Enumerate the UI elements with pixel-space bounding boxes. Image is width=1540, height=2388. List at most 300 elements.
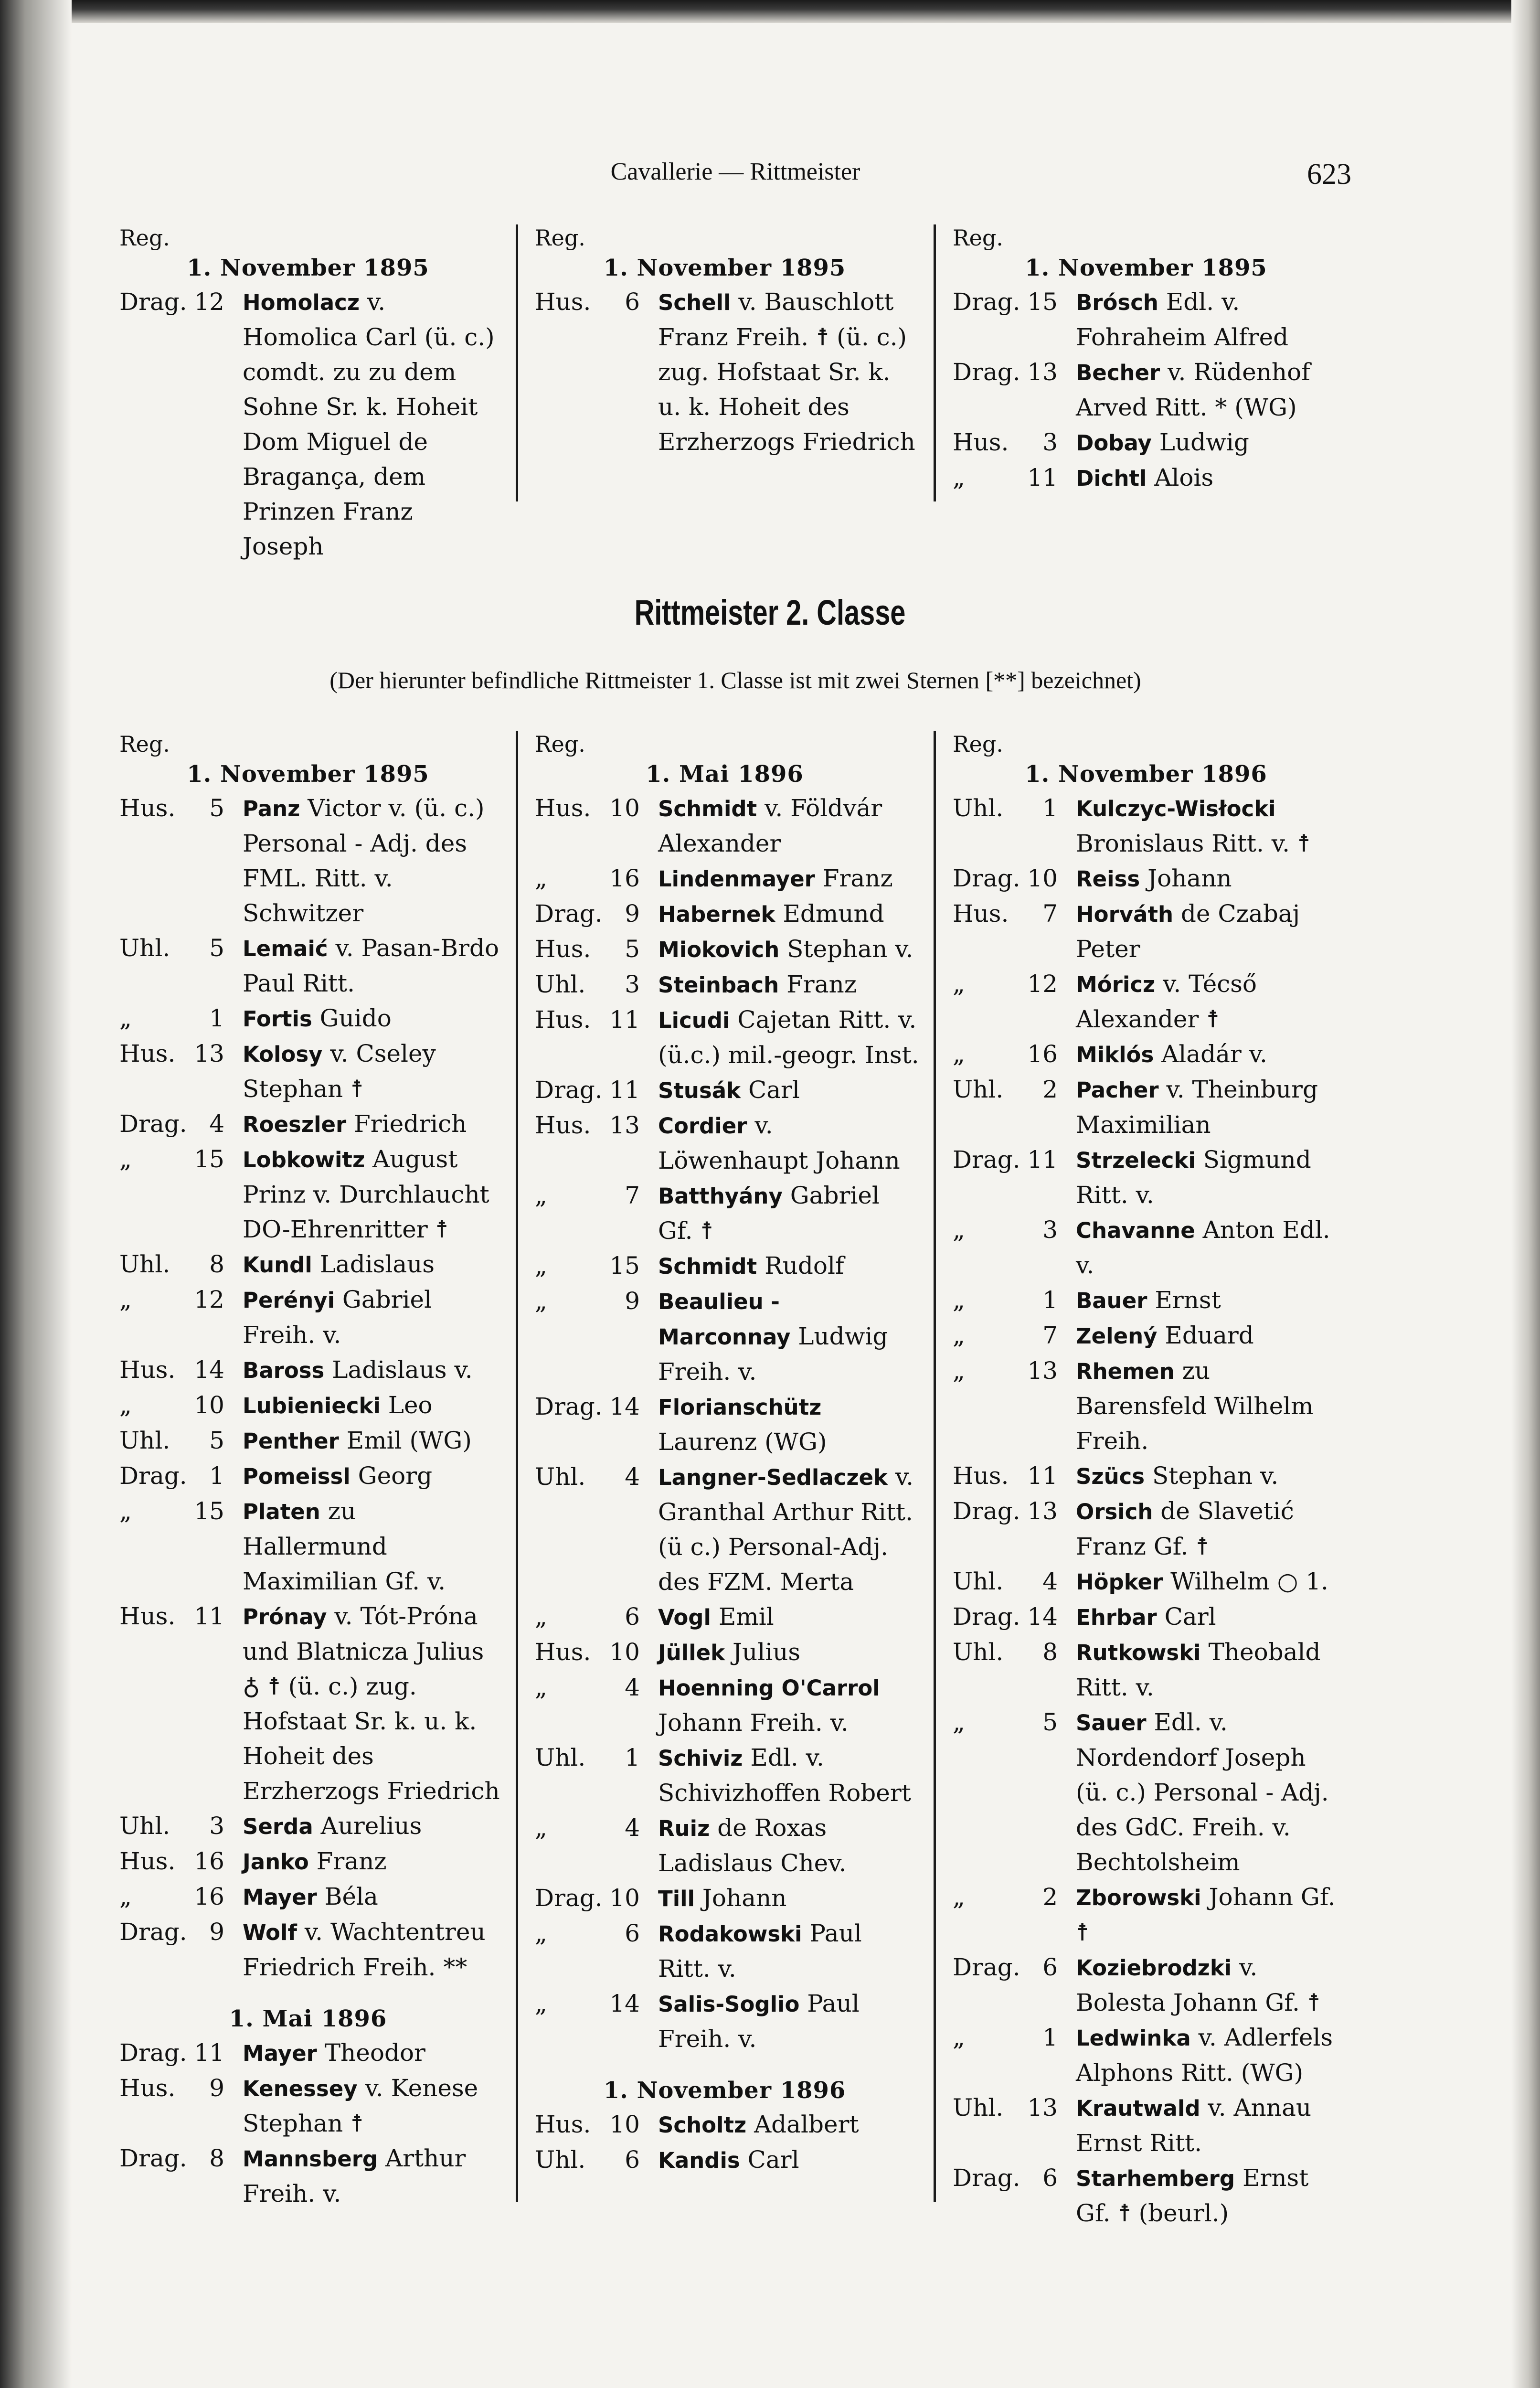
officer-details: Franz [815,864,893,892]
officer-details: Theobald Ritt. v. [1076,1638,1321,1701]
officer-name [1076,285,1344,355]
officer-name [658,791,919,861]
officer-name [658,2143,919,2178]
regiment-type: Uhl. [953,1638,1004,1666]
officer-surname: Roeszler [243,1112,347,1137]
officer-entry [535,1740,934,1811]
officer-surname: Steinbach [658,972,779,998]
officer-details: Adalbert [746,2111,859,2138]
officer-entry [535,1389,934,1460]
regiment-number: 5 [625,935,640,963]
officer-surname: Becher [1076,360,1160,385]
officer-entry [953,1318,1359,1354]
regiment-number: 1 [1042,1286,1058,1314]
officer-entry [953,1494,1359,1564]
regiment-type: Uhl. [953,2094,1004,2121]
regiment-number: 14 [194,1356,224,1384]
regiment-number: 6 [625,2146,640,2174]
regiment-number: 4 [625,1674,640,1701]
officer-details: Julius [725,1638,801,1666]
regiment-type: Hus. [119,794,176,822]
officer-surname: Kandis [658,2148,740,2173]
officer-details: v. Földvár Alexander [658,794,882,857]
regiment-type: Drag. [535,900,603,927]
officer-name [658,896,919,932]
officer-name [243,1459,501,1494]
officer-entry [535,861,934,896]
officer-entry [535,1460,934,1599]
officer-name [658,861,919,896]
officer-details: Edl. v. Fohraheim Alfred [1076,288,1289,351]
regiment-type: Hus. [119,1847,176,1875]
officer-name [1076,1283,1344,1318]
officer-surname: Salis-Soglio [658,1992,800,2017]
officer-name [658,1916,919,1986]
officer-name [658,1284,919,1389]
regiment-number: 5 [209,1427,224,1454]
regiment-type: Drag. [953,864,1020,892]
officer-entry [953,967,1359,1037]
regiment-number: 8 [209,1250,224,1278]
regiment-number: 6 [1042,2164,1058,2192]
regiment-number: 6 [625,288,640,316]
regiment-type: Uhl. [535,2146,586,2174]
officer-surname: Zborowski [1076,1885,1201,1910]
officer-surname: Platen [243,1499,320,1524]
officer-name [658,1389,919,1460]
officer-surname: Till [658,1886,695,1911]
officer-entry [119,931,516,1001]
section-title: Rittmeister 2. Classe [634,593,906,632]
officer-details: Theodor [317,2039,425,2067]
officer-details: Aurelius [313,1812,422,1840]
officer-surname: Sauer [1076,1710,1147,1736]
regiment-type: „ [535,1603,547,1631]
officer-surname: Hoenning O'Carrol [658,1675,880,1701]
officer-entry [535,1073,934,1108]
regiment-number: 1 [1042,794,1058,822]
officer-name [243,2036,501,2071]
officer-name [243,1423,501,1459]
regiment-type: Drag. [535,1076,603,1104]
officer-name [1076,791,1344,861]
regiment-type: „ [953,1708,965,1736]
officer-name [243,1599,501,1809]
officer-entry [953,1564,1359,1599]
regiment-number: 16 [609,864,640,892]
officer-surname: Fortis [243,1006,312,1032]
officer-entry [119,1494,516,1599]
regiment-number: 1 [209,1462,224,1490]
regiment-type: Drag. [535,1393,603,1420]
reg-label: Reg. [953,731,1003,757]
regiment-type: Drag. [119,2039,187,2067]
officer-entry [535,1248,934,1284]
regiment-type: „ [953,1040,965,1068]
regiment-type: Hus. [535,935,591,963]
regiment-number: 8 [209,2144,224,2172]
page-number: 623 [1307,158,1351,191]
officer-name [243,1879,501,1915]
officer-name [1076,1494,1344,1564]
officer-name [1076,967,1344,1037]
officer-name [243,1001,501,1036]
regiment-type: „ [119,1145,132,1173]
officer-entry [953,1072,1359,1142]
regiment-type: Uhl. [953,1567,1004,1595]
scan-edge-right [1511,0,1540,2388]
officer-name [1076,1459,1344,1494]
regiment-number: 6 [625,1919,640,1947]
officer-details: Rudolf [757,1252,844,1279]
officer-entry [535,2143,934,2178]
officer-details: Stephan v. [779,935,913,963]
regiment-type: Drag. [119,1918,187,1946]
officer-details: Arthur Freih. v. [243,2144,466,2207]
regiment-number: 13 [1027,2094,1058,2121]
reg-label: Reg. [119,225,170,251]
officer-details: Edl. v. Nordendorf Joseph (ü. c.) Personal - Adj. des GdC. Freih. v. Bechtolsheim [1076,1708,1329,1876]
officer-surname: Höpker [1076,1569,1163,1595]
officer-details: v. Bolesta Johann Gf. ☨ [1076,1953,1321,2016]
date-heading: 1. November 1895 [187,255,429,281]
officer-surname: Schell [658,290,731,315]
officer-name [658,1108,919,1178]
officer-entry [535,1811,934,1881]
regiment-type: Uhl. [535,970,586,998]
officer-details: v. Granthal Arthur Ritt. (ü c.) Personal-Adj. des FZM. Merta [658,1463,914,1596]
regiment-type: Drag. [953,2164,1020,2192]
running-header [119,158,1351,196]
officer-details: Edl. v. Schivizhoffen Robert [658,1744,911,1807]
top-column-2 [535,224,936,501]
officer-entry [953,1283,1359,1318]
regiment-type: „ [535,1814,547,1842]
regiment-type: Hus. [535,1111,591,1139]
regiment-type: Drag. [953,1603,1020,1631]
date-heading: 1. November 1896 [1025,761,1267,788]
officer-name [243,791,501,931]
officer-name [658,1811,919,1881]
officer-surname: Koziebrodzki [1076,1955,1232,1981]
officer-details: Ladislaus [312,1250,435,1278]
regiment-number: 10 [609,794,640,822]
regiment-type: Uhl. [953,794,1004,822]
officer-surname: Dichtl [1076,466,1147,491]
officer-entry [953,2020,1359,2090]
regiment-type: Hus. [119,1356,176,1384]
regiment-type: „ [119,1004,132,1032]
officer-surname: Miokovich [658,937,780,962]
officer-details: zu Barensfeld Wilhelm Freih. [1076,1357,1314,1455]
officer-details: Carl [741,1076,800,1104]
officer-surname: Vogl [658,1605,711,1630]
regiment-number: 5 [209,934,224,962]
officer-details: Bronislaus Ritt. v. ☨ [1076,830,1311,857]
officer-details: Béla [317,1883,378,1910]
regiment-number: 15 [194,1145,224,1173]
regiment-number: 4 [625,1463,640,1491]
officer-details: Edmund [775,900,884,927]
regiment-number: 12 [194,288,224,316]
date-heading: 1. November 1895 [603,255,846,281]
main-column-1 [119,731,518,2207]
officer-details: Gabriel Gf. ☨ [658,1182,880,1245]
officer-surname: Ledwinka [1076,2026,1191,2051]
officer-surname: Kundl [243,1252,312,1278]
regiment-number: 11 [1027,464,1058,491]
officer-entry [535,1670,934,1740]
regiment-number: 9 [209,1918,224,1946]
officer-surname: Kolosy [243,1042,323,1067]
officer-entry [953,1142,1359,1213]
officer-entry [535,1916,934,1986]
officer-entry [119,1001,516,1036]
officer-details: Emil [711,1603,774,1631]
officer-details: Carl [740,2146,799,2174]
officer-details: v. Annau Ernst Ritt. [1076,2094,1312,2157]
officer-name [658,1073,919,1108]
officer-details: Anton Edl. v. [1076,1216,1330,1279]
officer-entry [119,1353,516,1388]
regiment-number: 9 [209,2074,224,2102]
officer-name [1076,425,1344,460]
regiment-number: 14 [609,1990,640,2017]
officer-entry [535,967,934,1002]
officer-entry [119,1142,516,1247]
officer-details: v. Técső Alexander ☨ [1076,970,1257,1033]
officer-name [243,1282,501,1353]
officer-surname: Ehrbar [1076,1605,1157,1630]
regiment-number: 16 [1027,1040,1058,1068]
officer-name [658,1986,919,2057]
officer-entry [535,1881,934,1916]
regiment-number: 10 [194,1391,224,1419]
regiment-number: 10 [1027,864,1058,892]
officer-entry [953,285,1359,355]
officer-surname: Baross [243,1358,325,1383]
scan-edge-left [0,0,72,2388]
officer-details: Johann [1140,864,1232,892]
officer-surname: Szücs [1076,1464,1145,1489]
officer-surname: Janko [243,1849,309,1875]
officer-name [658,1740,919,1811]
officer-name [1076,1213,1344,1283]
regiment-type: Hus. [953,1462,1009,1490]
regiment-number: 9 [625,900,640,927]
officer-entry [953,861,1359,896]
officer-name [243,1494,501,1599]
officer-name [1076,2161,1344,2231]
officer-entry [953,1037,1359,1072]
section-subtitle: (Der hierunter befindliche Rittmeister 1. Classe ist mit zwei Sternen [**] bezeichnet) [329,667,1141,693]
officer-name [243,1353,501,1388]
officer-name [658,1460,919,1599]
regiment-type: „ [119,1883,132,1910]
officer-surname: Kulczyc-Wisłocki [1076,796,1276,821]
officer-surname: Jüllek [658,1640,725,1665]
officer-entry [119,1844,516,1879]
officer-surname: Krautwald [1076,2096,1200,2121]
officer-surname: Kenessey [243,2076,358,2101]
regiment-type: Hus. [953,428,1009,456]
officer-entry [119,285,516,564]
officer-entry [535,791,934,861]
officer-name [658,1178,919,1248]
officer-surname: Schiviz [658,1746,743,1771]
regiment-number: 3 [1042,428,1058,456]
officer-details: Cajetan Ritt. v. (ü.c.) mil.-geogr. Inst. [658,1006,919,1069]
officer-surname: Reiss [1076,866,1140,892]
regiment-type: Hus. [119,2074,176,2102]
officer-entry [119,1459,516,1494]
officer-name [1076,896,1344,967]
officer-details: August Prinz v. Durchlaucht DO-Ehrenritter ☨ [243,1145,489,1243]
officer-surname: Horváth [1076,902,1174,927]
officer-name [1076,2090,1344,2161]
regiment-number: 4 [1042,1567,1058,1595]
officer-details: Johann Gf. ☨ [1076,1883,1336,1946]
officer-surname: Dobay [1076,430,1152,456]
regiment-type: Drag. [119,1110,187,1138]
reg-label: Reg. [953,225,1003,251]
main-listing [119,731,1361,2227]
officer-details: Friedrich [346,1110,467,1138]
regiment-type: Drag. [953,1146,1020,1173]
regiment-number: 16 [194,1883,224,1910]
regiment-number: 7 [625,1182,640,1209]
regiment-type: „ [953,1216,965,1244]
officer-surname: Starhemberg [1076,2166,1235,2191]
regiment-type: „ [535,1674,547,1701]
regiment-type: Drag. [953,1497,1020,1525]
scan-edge-top [0,0,1540,23]
officer-entry [535,1986,934,2057]
officer-surname: Wolf [243,1920,297,1945]
officer-entry [953,791,1359,861]
regiment-type: „ [535,864,547,892]
officer-surname: Rutkowski [1076,1640,1201,1665]
officer-details: Laurenz (WG) [658,1428,827,1456]
officer-surname: Orsich [1076,1499,1153,1524]
officer-entry [119,791,516,931]
officer-entry [953,1354,1359,1459]
regiment-number: 14 [609,1393,640,1420]
regiment-type: Drag. [535,1884,603,1912]
officer-details: v. Adlerfels Alphons Ritt. (WG) [1076,2024,1333,2087]
officer-name [658,1002,919,1073]
regiment-number: 13 [194,1040,224,1067]
regiment-number: 12 [1027,970,1058,998]
regiment-type: „ [535,1182,547,1209]
officer-entry [119,2071,516,2141]
officer-details: Franz [779,970,857,998]
officer-entry [953,425,1359,460]
officer-name [658,1599,919,1635]
regiment-type: „ [535,1252,547,1279]
officer-details: v. Löwenhaupt Johann [658,1111,900,1174]
officer-entry [535,1002,934,1073]
regiment-type: Uhl. [119,1427,170,1454]
officer-entry [953,896,1359,967]
officer-name [1076,1880,1344,1950]
officer-surname: Homolacz [243,290,360,315]
officer-name [243,1915,501,1985]
officer-name [658,2107,919,2143]
main-column-3 [953,731,1359,2227]
officer-surname: Beaulieu - Marconnay [658,1289,791,1350]
officer-entry [119,1809,516,1844]
officer-entry [953,1213,1359,1283]
officer-name [1076,1072,1344,1142]
regiment-type: Hus. [535,1006,591,1034]
officer-details: Georg [350,1462,433,1490]
officer-details: Stephan v. [1145,1462,1279,1490]
regiment-type: Drag. [119,1462,187,1490]
regiment-number: 11 [1027,1146,1058,1173]
officer-entry [119,1282,516,1353]
officer-surname: Mayer [243,1885,317,1910]
officer-details: Alois [1147,464,1214,491]
officer-entry [953,2090,1359,2161]
officer-name [1076,1564,1344,1599]
officer-entry [535,1635,934,1670]
officer-surname: Langner-Sedlaczek [658,1465,888,1490]
regiment-number: 4 [625,1814,640,1842]
officer-details: Eduard [1157,1322,1254,1349]
officer-surname: Brósch [1076,290,1158,315]
officer-details: Carl [1157,1603,1216,1631]
officer-surname: Rhemen [1076,1359,1175,1384]
officer-entry [953,1599,1359,1635]
regiment-type: Uhl. [953,1076,1004,1103]
regiment-number: 13 [1027,1357,1058,1385]
officer-surname: Ruiz [658,1816,710,1841]
officer-surname: Habernek [658,902,775,927]
officer-details: Aladár v. [1154,1040,1267,1068]
officer-name [1076,1705,1344,1880]
regiment-type: Uhl. [119,1812,170,1840]
officer-entry [953,2161,1359,2231]
regiment-number: 11 [609,1006,640,1034]
officer-name [1076,460,1344,496]
regiment-type: „ [535,1287,547,1315]
officer-surname: Scholtz [658,2112,747,2138]
officer-details: Johann [694,1884,787,1912]
header-title: Cavallerie — Rittmeister [610,158,860,185]
officer-surname: Schmidt [658,796,757,821]
reg-label: Reg. [535,731,585,757]
officer-details: Johann Freih. v. [658,1709,849,1737]
officer-details: Ernst Gf. ☨ (beurl.) [1076,2164,1309,2227]
officer-details: de Czabaj Peter [1076,900,1300,963]
officer-surname: Schmidt [658,1254,757,1279]
regiment-number: 12 [194,1286,224,1313]
regiment-type: „ [953,1322,965,1349]
regiment-number: 13 [609,1111,640,1139]
regiment-number: 5 [209,794,224,822]
regiment-type: Drag. [119,2144,187,2172]
regiment-number: 10 [609,1884,640,1912]
officer-name [243,1388,501,1423]
officer-name [1076,1142,1344,1213]
regiment-type: „ [953,2024,965,2051]
officer-entry [953,1635,1359,1705]
officer-entry [535,1284,934,1389]
regiment-type: „ [535,1919,547,1947]
top-listing [119,224,1361,560]
officer-details: Victor v. (ü. c.) Personal - Adj. des FML. Ritt. v. Schwitzer [243,794,485,927]
